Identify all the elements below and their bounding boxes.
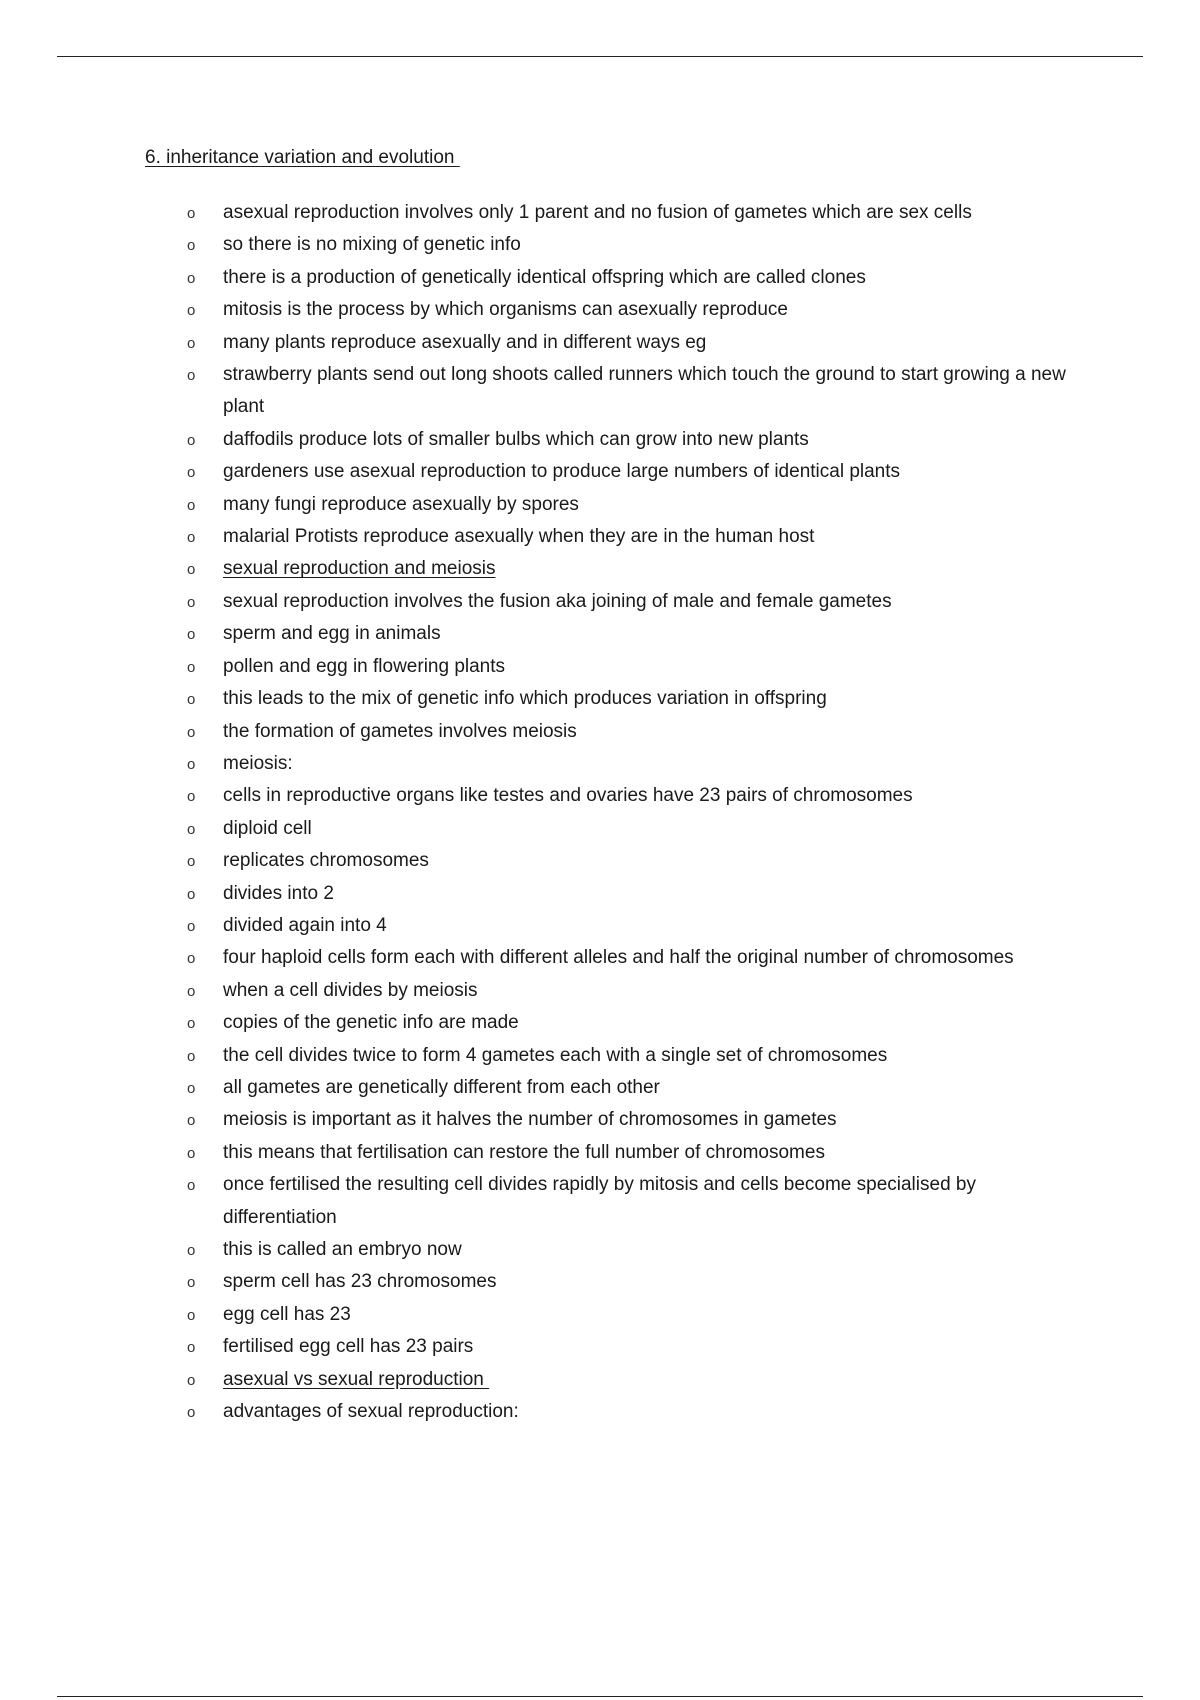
list-item	[0, 1104, 1093, 1136]
list-item	[0, 683, 1093, 715]
section-heading-text: asexual vs sexual reproduction	[223, 1368, 490, 1390]
list-item-text: the cell divides twice to form 4 gametes each with a single set of chromosomes	[223, 1044, 888, 1066]
page-title: 6. inheritance variation and evolution	[145, 147, 460, 168]
bullet-circle-icon: o	[187, 1371, 196, 1389]
bullet-circle-icon: o	[187, 464, 196, 482]
bullet-circle-icon: o	[187, 755, 196, 773]
list-item	[0, 1364, 1093, 1396]
list-item	[0, 1169, 1093, 1234]
list-item-text: divided again into 4	[223, 914, 387, 936]
bullet-circle-icon: o	[187, 269, 196, 287]
list-item	[0, 1266, 1093, 1298]
list-item	[0, 975, 1093, 1007]
bullet-circle-icon: o	[187, 1177, 196, 1195]
list-item-text: this means that fertilisation can restore the full number of chromosomes	[223, 1141, 825, 1163]
list-item	[0, 1234, 1093, 1266]
bullet-circle-icon: o	[187, 205, 196, 222]
list-item	[0, 845, 1093, 877]
list-item	[0, 716, 1093, 748]
list-item-text: mitosis is the process by which organisms can asexually reproduce	[223, 299, 788, 321]
list-item	[0, 229, 1093, 261]
bullet-circle-icon: o	[187, 529, 196, 547]
list-item-text: cells in reproductive organs like testes and ovaries have 23 pairs of chromosomes	[223, 785, 913, 807]
list-item-text: fertilised egg cell has 23 pairs	[223, 1336, 474, 1358]
list-item-text: daffodils produce lots of smaller bulbs which can grow into new plants	[223, 428, 809, 450]
list-item-text: the formation of gametes involves meiosis	[223, 720, 577, 742]
list-item	[0, 489, 1093, 521]
list-item-text: strawberry plants send out long shoots called runners which touch the ground to start growing a new plant	[223, 364, 1066, 418]
bullet-circle-icon: o	[187, 982, 196, 1000]
list-item-text: advantages of sexual reproduction:	[223, 1401, 519, 1423]
bullet-circle-icon: o	[187, 1079, 196, 1097]
list-item	[0, 813, 1093, 845]
list-item	[0, 618, 1093, 650]
bullet-circle-icon: o	[187, 1112, 196, 1130]
bullet-circle-icon: o	[187, 853, 196, 871]
bullet-circle-icon: o	[187, 885, 196, 903]
list-item	[0, 456, 1093, 488]
list-item	[0, 521, 1093, 553]
list-item-text: four haploid cells form each with different alleles and half the original number of chromosomes	[223, 947, 1014, 969]
bullet-circle-icon: o	[187, 1306, 196, 1324]
section-heading-text: sexual reproduction and meiosis	[223, 558, 496, 580]
bullet-circle-icon: o	[187, 788, 196, 806]
bullet-circle-icon: o	[187, 237, 196, 255]
list-item-text: many plants reproduce asexually and in different ways eg	[223, 331, 707, 353]
list-item-text: all gametes are genetically different from each other	[223, 1076, 660, 1098]
list-item	[0, 1040, 1093, 1072]
list-item-text: this is called an embryo now	[223, 1239, 462, 1260]
list-item-text: pollen and egg in flowering plants	[223, 655, 506, 677]
bullet-circle-icon: o	[187, 1274, 196, 1292]
list-item	[0, 910, 1093, 942]
bullet-circle-icon: o	[187, 367, 196, 385]
list-item-text: asexual reproduction involves only 1 parent and no fusion of gametes which are sex cells	[223, 202, 972, 223]
bullet-circle-icon: o	[187, 626, 196, 644]
list-item	[0, 1072, 1093, 1104]
list-item-text: sperm and egg in animals	[223, 623, 441, 645]
list-item	[0, 553, 1093, 585]
bullet-circle-icon: o	[187, 691, 196, 709]
bullet-circle-icon: o	[187, 1144, 196, 1162]
bullet-circle-icon: o	[187, 302, 196, 320]
bullet-circle-icon: o	[187, 593, 196, 611]
list-item-text: this leads to the mix of genetic info which produces variation in offspring	[223, 688, 827, 710]
list-item-text: diploid cell	[223, 817, 312, 839]
list-item	[0, 1396, 1093, 1428]
bullet-circle-icon: o	[187, 820, 196, 838]
list-item-text: replicates chromosomes	[223, 850, 429, 872]
list-item-text: many fungi reproduce asexually by spores	[223, 493, 579, 515]
bullet-circle-icon: o	[187, 1339, 196, 1357]
list-item	[0, 359, 1093, 424]
list-item	[0, 1331, 1093, 1363]
bullet-circle-icon: o	[187, 1015, 196, 1033]
list-item-text: once fertilised the resulting cell divides rapidly by mitosis and cells become specialised by differentiation	[223, 1174, 976, 1228]
list-item-text: egg cell has 23	[223, 1303, 351, 1325]
list-item-text: gardeners use asexual reproduction to produce large numbers of identical plants	[223, 461, 901, 483]
list-item	[0, 262, 1093, 294]
list-item	[0, 942, 1093, 974]
list-item	[0, 748, 1093, 780]
list-item	[0, 1299, 1093, 1331]
bullet-circle-icon: o	[187, 658, 196, 676]
list-item-text: so there is no mixing of genetic info	[223, 234, 521, 256]
bullet-circle-icon: o	[187, 561, 196, 579]
bullet-circle-icon: o	[187, 1242, 196, 1259]
list-item-text: divides into 2	[223, 882, 334, 904]
list-item	[0, 197, 1093, 229]
list-item	[0, 651, 1093, 683]
notes-bullet-list	[0, 197, 1200, 1428]
bullet-circle-icon: o	[187, 334, 196, 352]
header-rule	[57, 56, 1143, 57]
list-item-text: malarial Protists reproduce asexually when they are in the human host	[223, 526, 815, 548]
footer-rule	[57, 1696, 1143, 1697]
bullet-circle-icon: o	[187, 431, 196, 449]
bullet-circle-icon: o	[187, 496, 196, 514]
list-item	[0, 1137, 1093, 1169]
list-item	[0, 780, 1093, 812]
list-item	[0, 1007, 1093, 1039]
list-item-text: meiosis is important as it halves the number of chromosomes in gametes	[223, 1109, 837, 1131]
list-item-text: sexual reproduction involves the fusion aka joining of male and female gametes	[223, 590, 892, 612]
bullet-circle-icon: o	[187, 1047, 196, 1065]
list-item	[0, 878, 1093, 910]
list-item-text: there is a production of genetically identical offspring which are called clones	[223, 266, 866, 288]
list-item-text: when a cell divides by meiosis	[223, 979, 478, 1001]
list-item-text: meiosis:	[223, 752, 293, 774]
list-item-text: sperm cell has 23 chromosomes	[223, 1271, 497, 1293]
bullet-circle-icon: o	[187, 723, 196, 741]
bullet-circle-icon: o	[187, 1404, 196, 1422]
list-item	[0, 294, 1093, 326]
list-item	[0, 327, 1093, 359]
list-item	[0, 424, 1093, 456]
list-item-text: copies of the genetic info are made	[223, 1012, 519, 1034]
list-item	[0, 586, 1093, 618]
bullet-circle-icon: o	[187, 950, 196, 968]
bullet-circle-icon: o	[187, 917, 196, 935]
